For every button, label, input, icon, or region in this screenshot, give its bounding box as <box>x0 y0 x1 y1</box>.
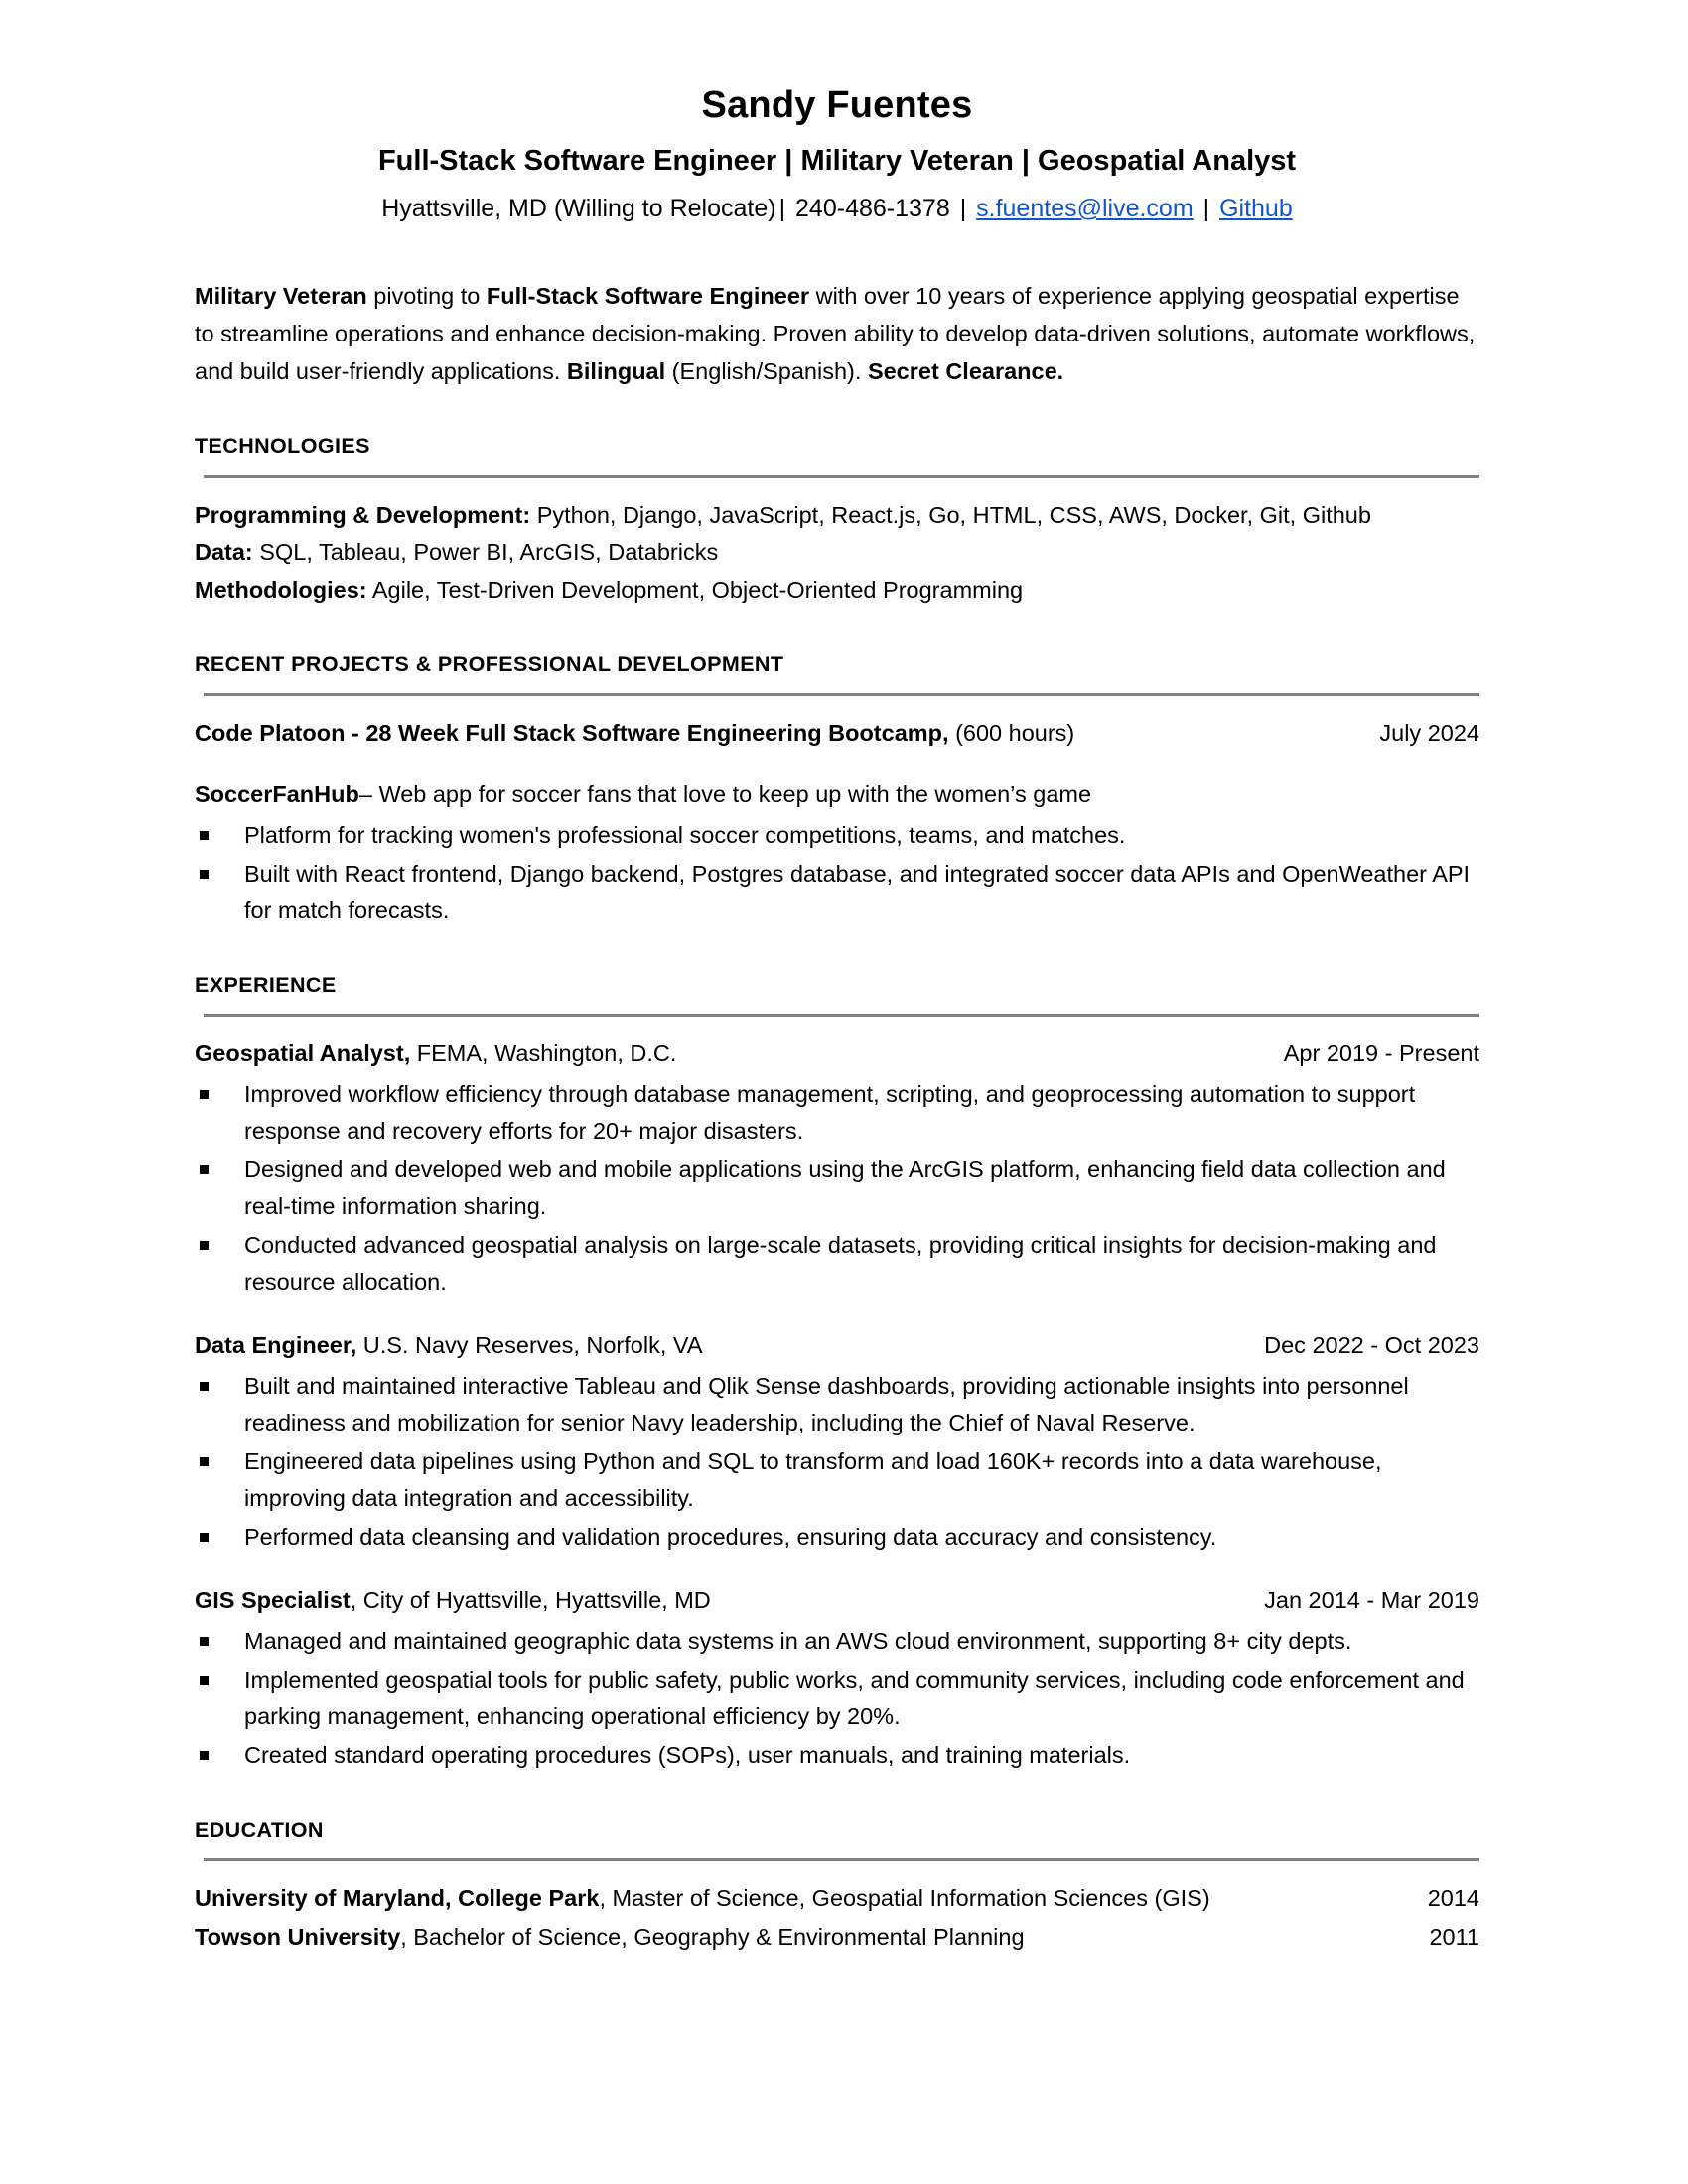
job-title-bold: Data Engineer, <box>195 1332 357 1359</box>
section-heading-education: EDUCATION <box>195 1818 324 1843</box>
list-item: Implemented geospatial tools for public safety, public works, and community services, including code enforcement and parking management, enhancing operational efficiency by 20%. <box>195 1662 1479 1735</box>
list-item: Platform for tracking women's professional soccer competitions, teams, and matches. <box>195 817 1479 854</box>
technology-label: Data: <box>195 539 253 566</box>
list-item: Built and maintained interactive Tableau and Qlik Sense dashboards, providing actionable insights into personnel readiness and mobilization for senior Navy leadership, including the Chief of Naval Reserve. <box>195 1368 1479 1441</box>
contact-separator: | <box>778 195 786 223</box>
project-entry <box>195 716 1479 930</box>
contact-line <box>195 194 1479 223</box>
education-list <box>195 1881 1479 1956</box>
education-school-bold: Towson University <box>195 1924 401 1951</box>
education-year: 2014 <box>1427 1885 1479 1912</box>
experience-entry <box>195 1328 1479 1556</box>
job-title-rest: U.S. Navy Reserves, Norfolk, VA <box>356 1332 703 1359</box>
job-header-row <box>195 1036 1479 1071</box>
job-date: Dec 2022 - Oct 2023 <box>1264 1332 1479 1359</box>
project-name-line <box>195 776 1479 813</box>
job-title-bold: Geospatial Analyst, <box>195 1040 411 1067</box>
project-title <box>195 716 1355 751</box>
section-heading-technologies: TECHNOLOGIES <box>195 434 370 459</box>
technologies-section <box>195 434 1479 608</box>
technology-value: Python, Django, JavaScript, React.js, Go, HTML, CSS, AWS, Docker, Git, Github <box>530 502 1371 529</box>
technology-label: Methodologies: <box>195 576 367 603</box>
projects-section <box>195 652 1479 930</box>
job-bullet-list <box>195 1368 1479 1557</box>
technology-value: Agile, Test-Driven Development, Object-Oriented Programming <box>366 576 1024 603</box>
contact-separator: | <box>959 195 967 223</box>
email-link[interactable]: s.fuentes@live.com <box>976 195 1194 223</box>
project-title-bold: Code Platoon - 28 Week Full Stack Software Engineering Bootcamp, <box>195 719 949 746</box>
project-header-row <box>195 716 1479 751</box>
job-bullet-list <box>195 1076 1479 1301</box>
education-detail: , Bachelor of Science, Geography & Environmental Planning <box>400 1924 1025 1951</box>
list-item: Managed and maintained geographic data systems in an AWS cloud environment, supporting 8+ city depts. <box>195 1623 1479 1660</box>
education-school-bold: University of Maryland, College Park <box>195 1885 600 1912</box>
list-item: Designed and developed web and mobile applications using the ArcGIS platform, enhancing field data collection and real-time information sharing. <box>195 1152 1479 1225</box>
summary-text-1: pivoting to <box>366 283 487 310</box>
spacer <box>195 1558 1479 1583</box>
education-detail: , Master of Science, Geospatial Information Sciences (GIS) <box>599 1885 1210 1912</box>
list-item: Engineered data pipelines using Python and SQL to transform and load 160K+ records into a data warehouse, improving data integration and accessibility. <box>195 1443 1479 1517</box>
summary-bilingual-bold: Bilingual <box>566 358 666 385</box>
job-bullet-list <box>195 1623 1479 1775</box>
contact-separator: | <box>1202 195 1210 223</box>
section-divider <box>204 475 1479 478</box>
technology-row <box>195 534 1479 571</box>
section-heading-experience: EXPERIENCE <box>195 973 337 998</box>
list-item: Conducted advanced geospatial analysis on large-scale datasets, providing critical insights for decision-making and resource allocation. <box>195 1227 1479 1300</box>
project-title-rest: (600 hours) <box>948 719 1075 746</box>
page-title: Sandy Fuentes <box>701 84 973 126</box>
technology-row <box>195 497 1479 534</box>
job-date: Apr 2019 - Present <box>1283 1040 1479 1067</box>
section-divider <box>204 1014 1479 1017</box>
education-entry <box>195 1881 1479 1916</box>
project-date: July 2024 <box>1379 719 1479 746</box>
job-header-row <box>195 1328 1479 1363</box>
job-title <box>195 1036 1260 1071</box>
phone-text: 240-486-1378 <box>795 195 950 223</box>
list-item: Performed data cleansing and validation procedures, ensuring data accuracy and consistency. <box>195 1519 1479 1556</box>
summary-clearance-bold: Secret Clearance. <box>867 358 1064 385</box>
job-header-row <box>195 1583 1479 1618</box>
job-title-rest: , City of Hyattsville, Hyattsville, MD <box>350 1587 711 1614</box>
education-section <box>195 1818 1479 1956</box>
location-text: Hyattsville, MD (Willing to Relocate) <box>381 195 776 223</box>
experience-entry <box>195 1583 1479 1774</box>
github-link[interactable]: Github <box>1219 195 1293 223</box>
professional-headline: Full-Stack Software Engineer | Military Veteran | Geospatial Analyst <box>377 144 1297 177</box>
experience-section <box>195 973 1479 1774</box>
technology-value: SQL, Tableau, Power BI, ArcGIS, Databricks <box>252 539 719 566</box>
summary-role-bold: Full-Stack Software Engineer <box>486 283 810 310</box>
job-title-bold: GIS Specialist <box>195 1587 351 1614</box>
list-item: Created standard operating procedures (SOPs), user manuals, and training materials. <box>195 1737 1479 1774</box>
spacer <box>195 1302 1479 1328</box>
professional-summary <box>195 277 1479 390</box>
list-item: Improved workflow efficiency through database management, scripting, and geoprocessing automation to support response and recovery efforts for 20+ major disasters. <box>195 1076 1479 1150</box>
section-divider <box>204 693 1479 696</box>
spacer <box>195 751 1479 776</box>
project-name-rest: – Web app for soccer fans that love to keep up with the women’s game <box>358 780 1092 807</box>
job-title <box>195 1328 1240 1363</box>
resume-header <box>195 85 1479 223</box>
technology-label: Programming & Development: <box>195 502 531 529</box>
experience-entry <box>195 1036 1479 1300</box>
summary-lead-bold: Military Veteran <box>195 283 367 310</box>
project-bullet-list <box>195 817 1479 929</box>
summary-text-3: (English/Spanish). <box>665 358 868 385</box>
technologies-list <box>195 497 1479 608</box>
education-year: 2011 <box>1429 1924 1479 1951</box>
education-school <box>195 1920 1405 1955</box>
list-item: Built with React frontend, Django backend, Postgres database, and integrated soccer data APIs and OpenWeather API for match forecasts. <box>195 856 1479 929</box>
summary-text-2: with over 10 years of experience applying geospatial expertise to streamline operations and enhance decision-making. Proven ability to develop data-driven solutions, automate workflows, and build user-friendly applications. <box>195 283 1476 385</box>
education-entry <box>195 1920 1479 1955</box>
education-school <box>195 1881 1404 1916</box>
section-heading-projects: RECENT PROJECTS & PROFESSIONAL DEVELOPMENT <box>195 651 784 676</box>
section-divider <box>204 1858 1479 1861</box>
job-title-rest: FEMA, Washington, D.C. <box>410 1040 677 1067</box>
technology-row <box>195 572 1479 609</box>
job-title <box>195 1583 1240 1618</box>
project-name-bold: SoccerFanHub <box>195 780 359 807</box>
job-date: Jan 2014 - Mar 2019 <box>1264 1587 1479 1614</box>
